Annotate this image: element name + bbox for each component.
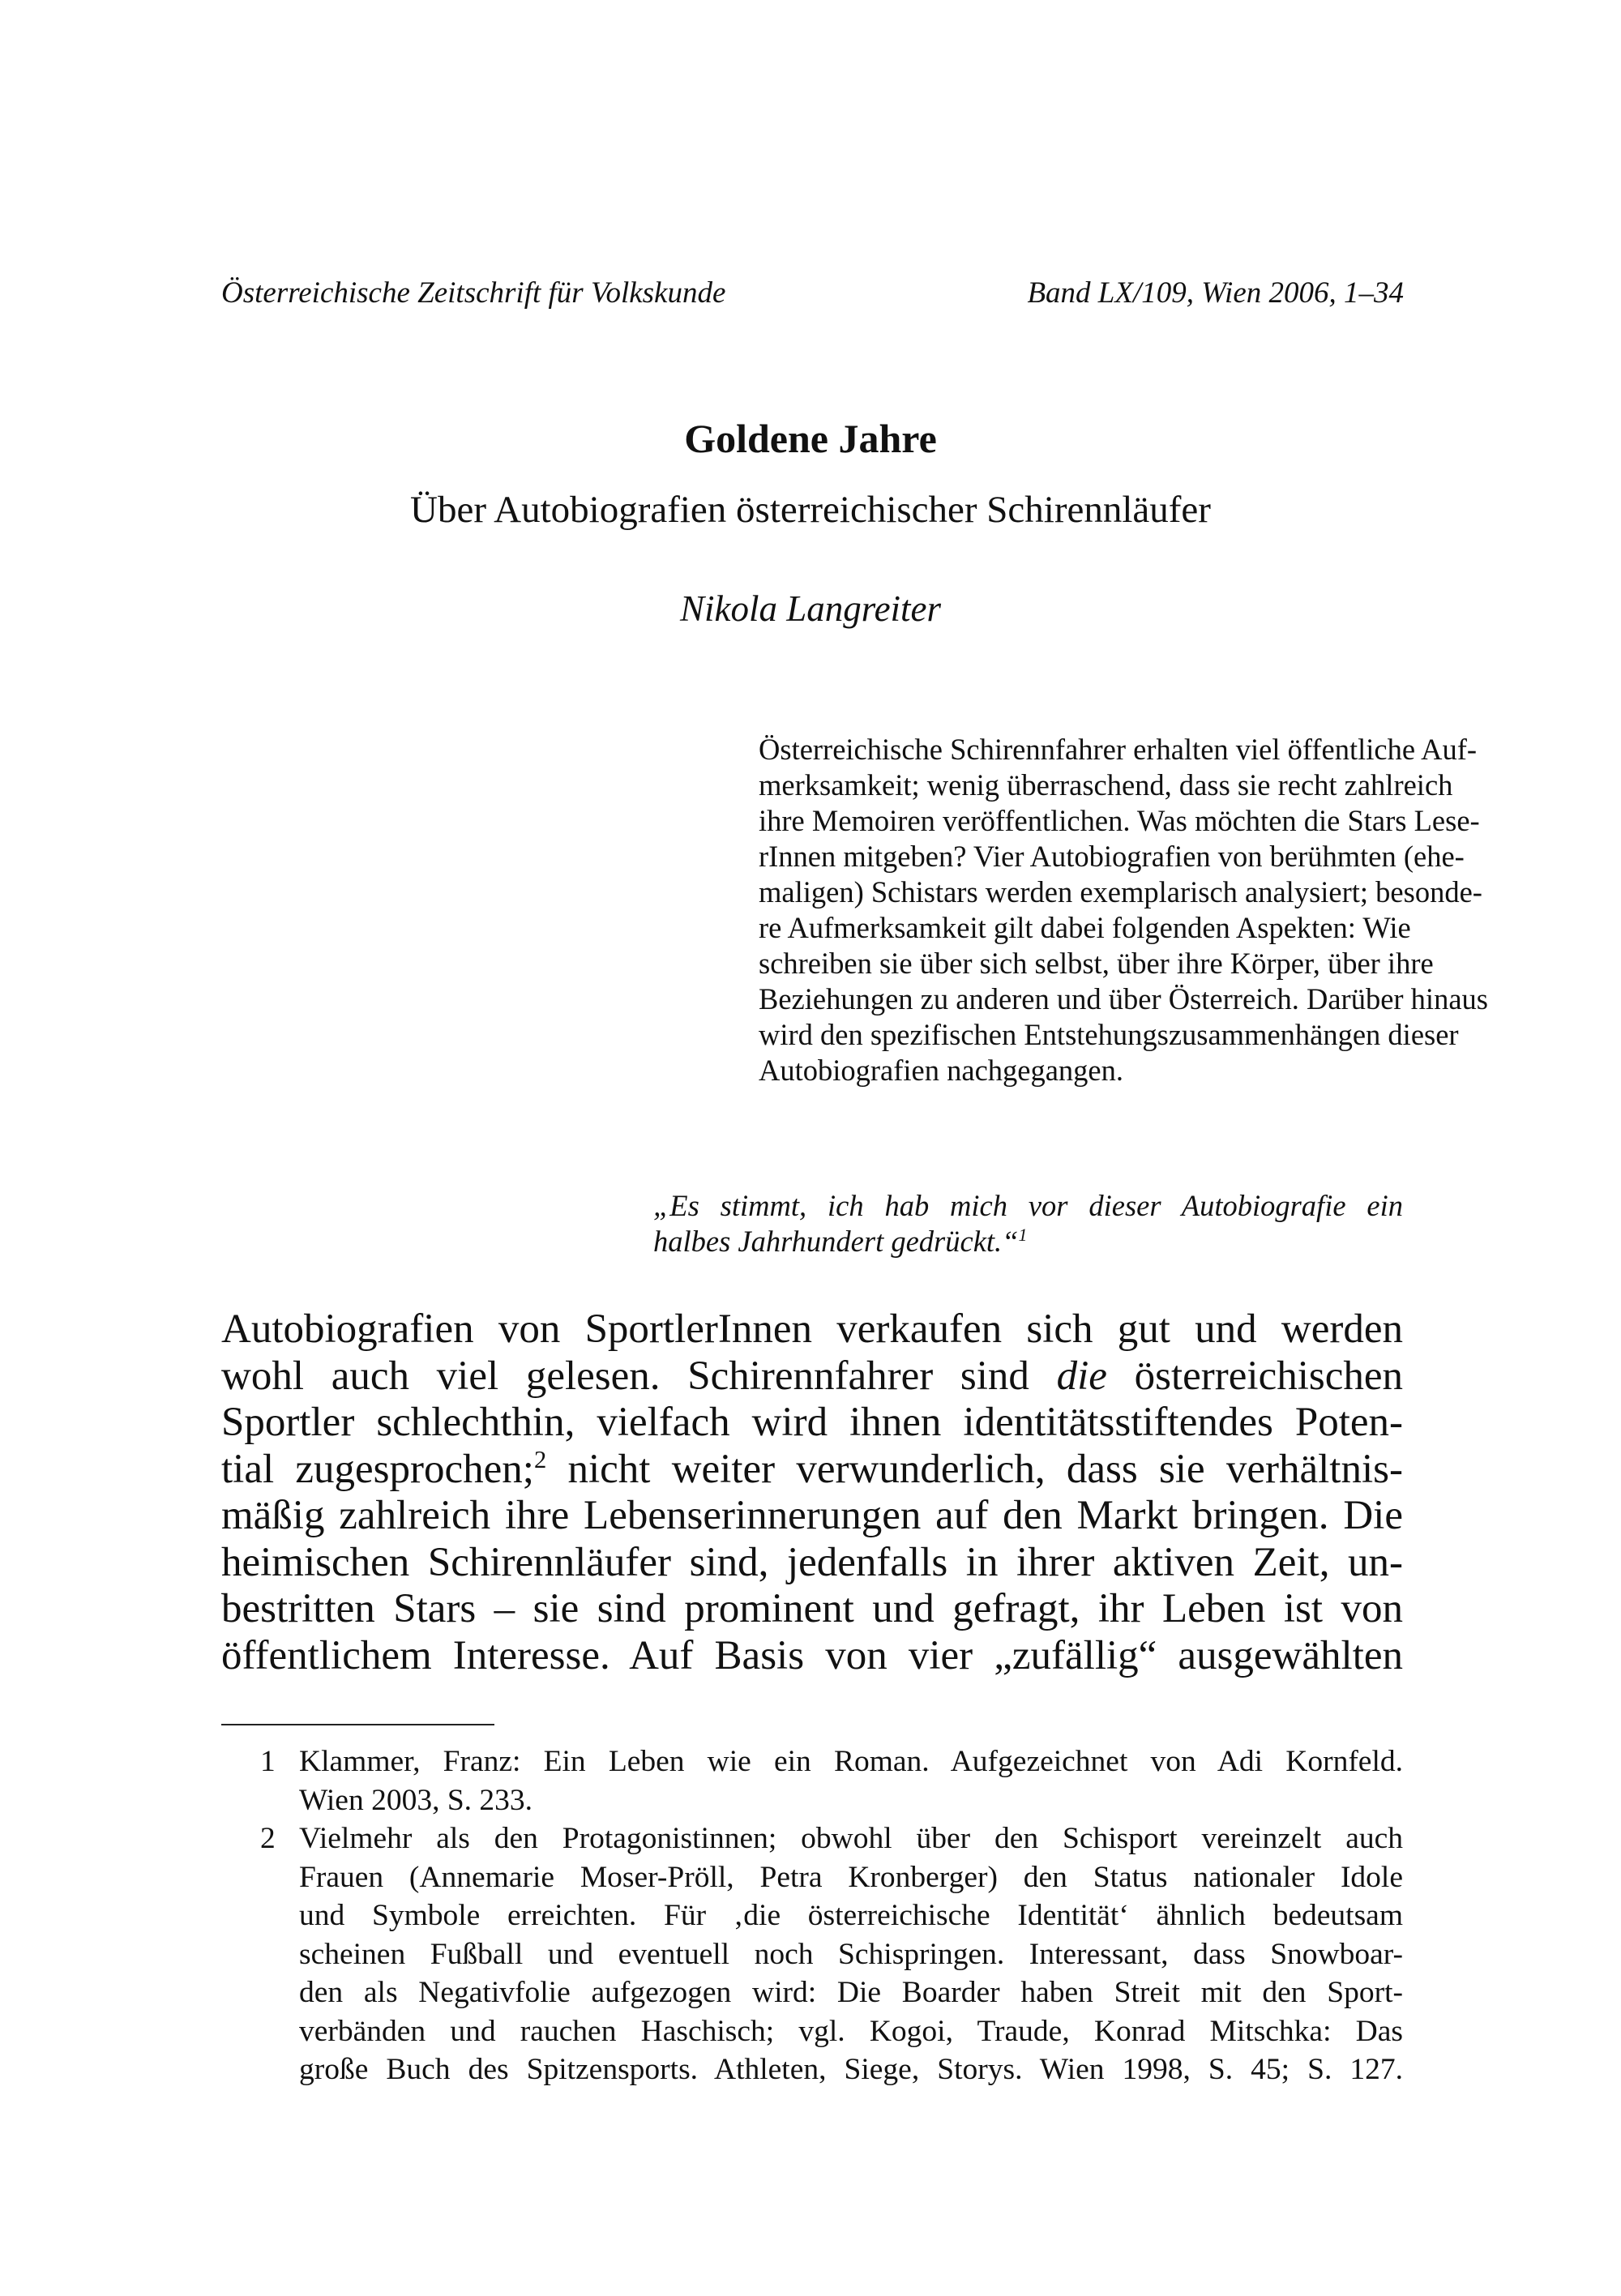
article-author: Nikola Langreiter [679,588,942,629]
body-line: mäßig zahlreich ihre Lebenserinnerungen auf den Markt bringen. Die [221,1493,1403,1538]
emphasis: die [1056,1353,1107,1399]
article-title: Goldene Jahre [684,416,937,461]
footnote-1 [221,1742,1403,1819]
footnote-ref[interactable]: 1 [1018,1224,1028,1245]
footnote-number: 2 [260,1822,276,1855]
abstract-line: merksamkeit; wenig überraschend, dass sie recht zahlreich [759,768,1453,802]
body-text-run: wohl auch viel gelesen. Schirennfahrer sind [221,1353,1057,1399]
footnote-line: verbänden und rauchen Haschisch; vgl. Kogoi, Traude, Konrad Mitschka: Das [299,2014,1403,2048]
abstract-line: rInnen mitgeben? Vier Autobiografien von berühmten (ehe- [759,840,1465,873]
body-line: Autobiografien von SportlerInnen verkaufen sich gut und werden [221,1306,1403,1352]
footnote-2 [221,1819,1403,2089]
footnote-line: große Buch des Spitzensports. Athleten, Siege, Storys. Wien 1998, S. 45; S. 127. [299,2053,1403,2086]
epigraph-line: „Es stimmt, ich hab mich vor dieser Autobiografie ein [653,1189,1403,1222]
body-line: heimischen Schirennläufer sind, jedenfalls in ihrer aktiven Zeit, un- [221,1539,1403,1585]
footnote-number: 1 [260,1745,276,1778]
footnotes [221,1742,1403,2089]
footnote-line: scheinen Fußball und eventuell noch Schispringen. Interessant, dass Snowboar- [299,1937,1403,1971]
abstract-line: re Aufmerksamkeit gilt dabei folgenden Aspekten: Wie [759,911,1411,944]
abstract-line: ihre Memoiren veröffentlichen. Was möchten die Stars Lese- [759,804,1480,837]
body-text-run: nicht weiter verwunderlich, dass sie verhältnis- [546,1446,1403,1492]
epigraph [653,1188,1403,1259]
body-text-run: tial zugesprochen; [221,1446,534,1492]
running-header-volume: Band LX/109, Wien 2006, 1–34 [1027,276,1404,310]
footnote-line: Frauen (Annemarie Moser-Pröll, Petra Kronberger) den Status nationaler Idole [299,1860,1403,1894]
abstract-line: Österreichische Schirennfahrer erhalten viel öffentliche Auf- [759,733,1478,766]
footnote-ref[interactable]: 2 [533,1445,547,1473]
body-text-run: österreichischen [1106,1353,1404,1399]
body-text [221,1306,1403,1679]
abstract-line: schreiben sie über sich selbst, über ihre Körper, über ihre [759,947,1434,980]
abstract-line: Autobiografien nachgegangen. [759,1054,1123,1087]
body-line [221,1447,1403,1494]
body-line: öffentlichem Interesse. Auf Basis von vier „zufällig“ ausgewählten [221,1632,1403,1678]
body-line: bestritten Stars – sie sind prominent und gefragt, ihr Leben ist von [221,1586,1403,1631]
body-line: Sportler schlechthin, vielfach wird ihnen identitätsstiftendes Poten- [221,1400,1403,1445]
footnote-line: und Symbole erreichten. Für ‚die österreichische Identität‘ ähnlich bedeutsam [299,1899,1403,1932]
epigraph-text: halbes Jahrhundert gedrückt.“ [653,1225,1019,1258]
abstract [759,732,1488,1088]
footnote-line: den als Negativfolie aufgezogen wird: Die Boarder haben Streit mit den Sport- [299,1976,1403,2009]
running-header-journal: Österreichische Zeitschrift für Volkskunde [221,276,726,310]
abstract-line: maligen) Schistars werden exemplarisch analysiert; besonde- [759,875,1482,909]
epigraph-line [653,1224,1403,1259]
footnote-divider [221,1724,494,1725]
body-line [221,1353,1403,1400]
article-subtitle: Über Autobiografien österreichischer Schirennläufer [410,489,1211,531]
footnote-line: Wien 2003, S. 233. [299,1783,533,1817]
abstract-line: wird den spezifischen Entstehungszusammenhängen dieser [759,1018,1459,1051]
abstract-line: Beziehungen zu anderen und über Österreich. Darüber hinaus [759,982,1488,1015]
footnote-line: Klammer, Franz: Ein Leben wie ein Roman. Aufgezeichnet von Adi Kornfeld. [299,1745,1403,1778]
footnote-line: Vielmehr als den Protagonistinnen; obwohl über den Schisport vereinzelt auch [299,1822,1403,1855]
